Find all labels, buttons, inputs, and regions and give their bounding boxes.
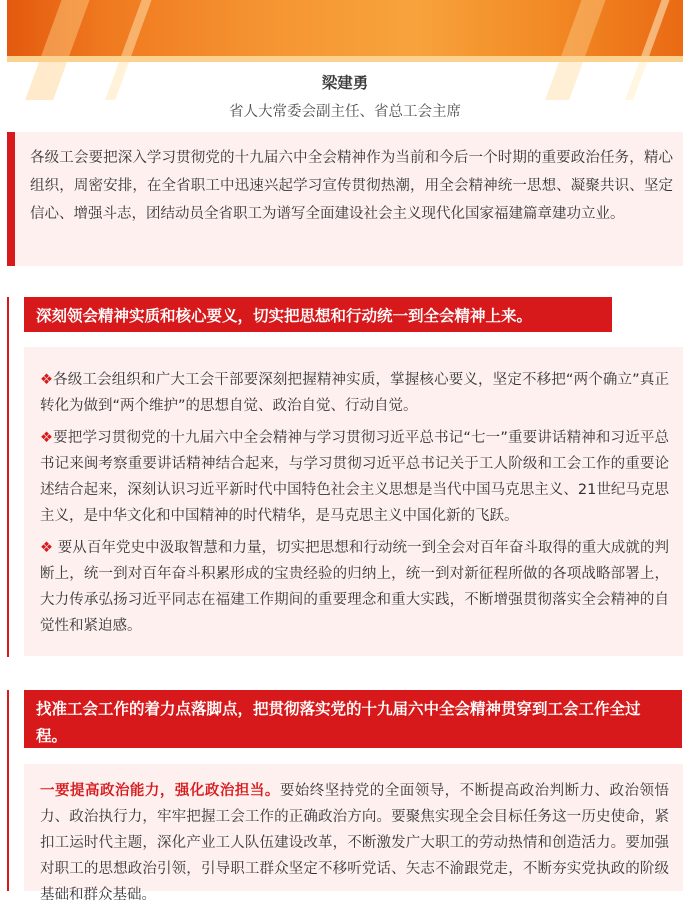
paragraph-text: 要始终坚持党的全面领导，不断提高政治判断力、政治领悟力、政治执行力，牢牢把握工会工作的正确政治方向。要聚焦实现全会目标任务这一历史使命，紧扣工运时代主题，深化产业工人队伍建设改革，不断激发广大职工的劳动热情和创造活力。要加强对职工的思想政治引领，引导职工群众坚定不移听党话、矢志不渝跟党走，不断夯实党执政的阶级基础和群众基础。: [40, 783, 670, 903]
section2-heading: 找准工会工作的着力点落脚点，把贯彻落实党的十九届六中全会精神贯穿到工会工作全过程。: [24, 690, 682, 748]
list-item: ❖要把学习贯彻党的十九届六中全会精神与学习贯彻习近平总书记“七一”重要讲话精神和习近平总书记来闽考察重要讲话精神结合起来，与学习贯彻习近平总书记关于工人阶级和工会工作的重要论述结合起来，深刻认识习近平新时代中国特色社会主义思想是当代中国马克思主义、21世纪马克思主义，是中华文化和中国精神的时代精华，是马克思主义中国化新的飞跃。: [40, 430, 669, 524]
diamond-icon: ❖: [40, 372, 54, 388]
paragraph: [24, 764, 683, 908]
section2-rule: [7, 690, 9, 891]
header-banner: [7, 0, 683, 62]
section2-body: [24, 764, 683, 903]
section1-points: [24, 347, 683, 656]
list-item: ❖ 要从百年党史中汲取智慧和力量，切实把思想和行动统一到全会对百年奋斗取得的重大成就的判断上，统一到对百年奋斗积累形成的宝贵经验的归纳上，统一到对新征程所做的各项战略部署上，大力传承弘扬习近平同志在福建工作期间的重要理念和重大实践，不断增强贯彻落实全会精神的自觉性和紧迫感。: [40, 540, 670, 634]
diamond-icon: ❖: [40, 430, 54, 446]
intro-box: [7, 132, 683, 266]
intro-text: 各级工会要把深入学习贯彻党的十九届六中全会精神作为当前和今后一个时期的重要政治任务，精心组织，周密安排，在全省职工中迅速兴起学习宣传贯彻热潮，用全会精神统一思想、凝聚共识、坚定信心、增强斗志，团结动员全省职工为谱写全面建设社会主义现代化国家福建篇章建功立业。: [30, 150, 673, 222]
section1-heading: 深刻领会精神实质和核心要义，切实把思想和行动统一到全会精神上来。: [24, 297, 612, 332]
diamond-icon: ❖: [40, 540, 54, 556]
paragraph-lead: 一要提高政治能力，强化政治担当。: [40, 783, 280, 799]
author-name: 梁建勇: [321, 74, 369, 92]
list-item: ❖各级工会组织和广大工会干部要深刻把握精神实质，掌握核心要义，坚定不移把“两个确立”真正转化为做到“两个维护”的思想自觉、政治自觉、行动自觉。: [40, 372, 669, 414]
section1-rule: [7, 297, 9, 657]
author-title: 省人大常委会副主任、省总工会主席: [229, 104, 461, 120]
